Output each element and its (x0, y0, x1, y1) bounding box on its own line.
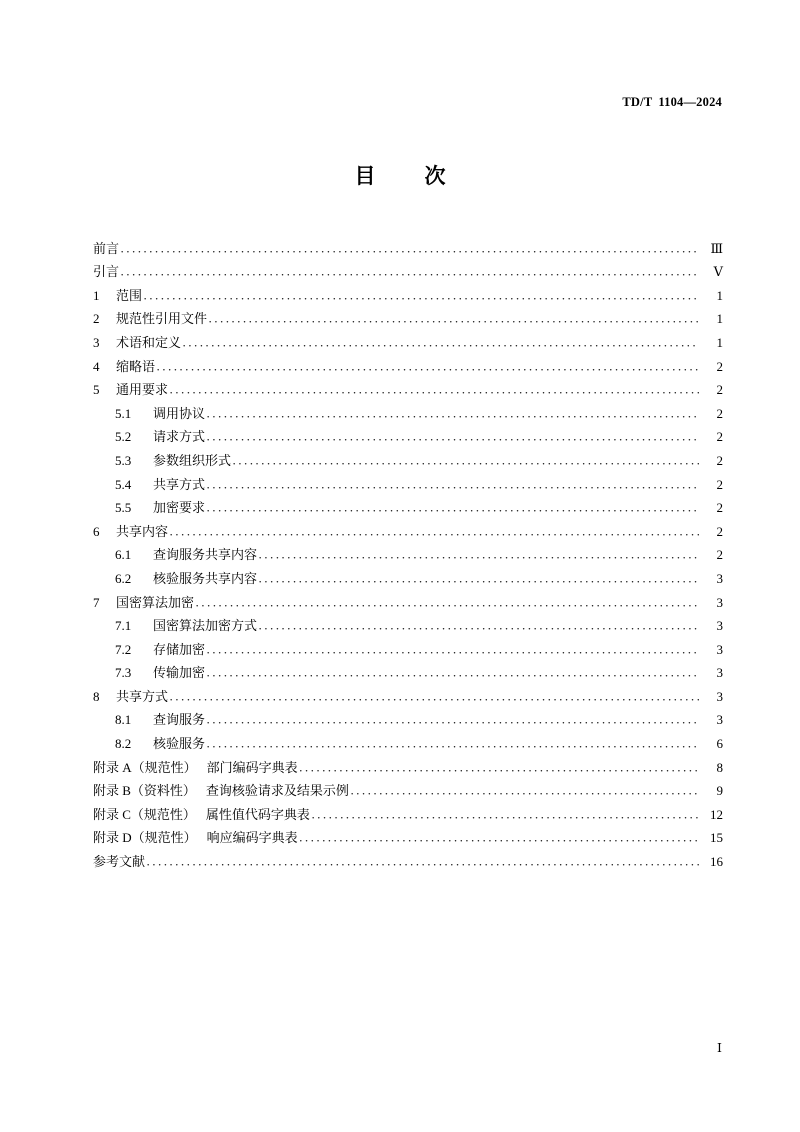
toc-entry[interactable] (93, 659, 723, 683)
toc-entry-text: 共享方式 (116, 688, 169, 704)
toc-entry-label (93, 358, 155, 376)
toc-entry-label (115, 428, 205, 446)
toc-entry-text: 前言 (93, 240, 120, 256)
table-of-contents (93, 234, 723, 871)
toc-entry-number: 5.2 (115, 429, 132, 445)
toc-entry-page-number: 8 (716, 759, 723, 775)
toc-entry-text: 通用要求 (116, 382, 169, 398)
toc-entry-number: 7 (93, 594, 100, 610)
toc-entry-text: 国密算法加密 (116, 594, 195, 610)
toc-entry-page-number: 9 (716, 783, 723, 799)
toc-entry-label (93, 287, 142, 305)
toc-dot-leader (195, 598, 699, 612)
toc-dot-leader (299, 833, 699, 847)
toc-entry-page-number: 16 (710, 854, 723, 870)
toc-entry-text: 存储加密 (153, 641, 206, 657)
toc-entry-label (115, 711, 205, 729)
toc-entry-number: 6.2 (115, 570, 132, 586)
toc-entry-number: 6 (93, 523, 100, 539)
toc-entry-text: 共享方式 (153, 476, 206, 492)
toc-entry-page-number: 2 (716, 523, 723, 539)
toc-entry-page-number: 3 (716, 688, 723, 704)
toc-entry[interactable] (93, 328, 723, 352)
toc-entry[interactable] (93, 494, 723, 518)
toc-entry-number: 6.1 (115, 547, 132, 563)
toc-entry-text: 核验服务共享内容 (153, 570, 258, 586)
toc-entry-page-number: Ⅲ (710, 240, 723, 256)
toc-entry-page-number: 2 (716, 429, 723, 445)
toc-entry-number: 3 (93, 334, 100, 350)
toc-entry[interactable] (93, 729, 723, 753)
toc-dot-leader (206, 645, 699, 659)
toc-entry[interactable] (93, 399, 723, 423)
toc-entry-label (115, 499, 205, 517)
toc-entry[interactable] (93, 258, 723, 282)
toc-entry-label (93, 594, 194, 612)
toc-entry[interactable] (93, 800, 723, 824)
toc-entry[interactable] (93, 541, 723, 565)
toc-dot-leader (206, 739, 699, 753)
toc-entry-number: 附录 D（规范性） (93, 830, 197, 846)
toc-entry-label (93, 263, 119, 281)
toc-entry[interactable] (93, 777, 723, 801)
toc-entry-number: 附录 A（规范性） (93, 759, 197, 775)
toc-dot-leader (120, 267, 699, 281)
toc-entry-number: 5.1 (115, 405, 132, 421)
toc-entry-text: 调用协议 (153, 405, 206, 421)
toc-dot-leader (206, 432, 699, 446)
toc-entry-label (93, 381, 168, 399)
toc-entry-text: 术语和定义 (116, 334, 182, 350)
toc-entry-page-number: 3 (716, 618, 723, 634)
toc-entry[interactable] (93, 281, 723, 305)
toc-entry-label (115, 476, 205, 494)
toc-entry-text: 传输加密 (153, 665, 206, 681)
toc-entry[interactable] (93, 234, 723, 258)
toc-entry-page-number: 2 (716, 405, 723, 421)
toc-entry-page-number: 2 (716, 358, 723, 374)
toc-dot-leader (206, 480, 699, 494)
toc-entry-label (115, 664, 205, 682)
toc-entry-label (115, 735, 205, 753)
toc-entry-label (93, 688, 168, 706)
toc-dot-leader (258, 574, 699, 588)
toc-entry-label (115, 546, 257, 564)
toc-entry-page-number: 2 (716, 452, 723, 468)
toc-dot-leader (169, 385, 699, 399)
toc-entry[interactable] (93, 564, 723, 588)
toc-entry[interactable] (93, 470, 723, 494)
toc-dot-leader (120, 244, 699, 258)
toc-entry-text: 属性值代码字典表 (205, 806, 310, 822)
toc-entry-text: 参数组织形式 (153, 452, 232, 468)
toc-entry-number: 8.2 (115, 736, 132, 752)
toc-dot-leader (258, 550, 699, 564)
toc-entry-page-number: 2 (716, 500, 723, 516)
toc-entry-number: 2 (93, 311, 100, 327)
toc-entry[interactable] (93, 352, 723, 376)
toc-entry-page-number: 1 (716, 287, 723, 303)
toc-entry-page-number: 3 (716, 665, 723, 681)
toc-entry-label (115, 570, 257, 588)
toc-entry-number: 4 (93, 358, 100, 374)
toc-entry[interactable] (93, 706, 723, 730)
toc-entry[interactable] (93, 753, 723, 777)
toc-dot-leader (208, 314, 699, 328)
toc-entry[interactable] (93, 847, 723, 871)
toc-entry-text: 查询服务共享内容 (153, 547, 258, 563)
toc-entry-page-number: 6 (716, 736, 723, 752)
toc-entry-label (93, 806, 310, 824)
toc-entry-page-number: 3 (716, 712, 723, 728)
toc-dot-leader (143, 291, 699, 305)
toc-entry-page-number: 12 (710, 806, 723, 822)
toc-entry[interactable] (93, 824, 723, 848)
toc-entry-page-number: 3 (716, 641, 723, 657)
toc-entry-text: 响应编码字典表 (206, 830, 298, 846)
toc-entry-page-number: 1 (716, 334, 723, 350)
toc-entry[interactable] (93, 305, 723, 329)
toc-entry-text: 共享内容 (116, 523, 169, 539)
standard-code: TD/T (622, 95, 653, 109)
toc-dot-leader (311, 810, 699, 824)
toc-entry[interactable] (93, 612, 723, 636)
toc-entry-text: 部门编码字典表 (206, 759, 298, 775)
toc-entry-label (115, 452, 231, 470)
toc-entry-page-number: 2 (716, 547, 723, 563)
toc-dot-leader (156, 362, 699, 376)
toc-entry-number: 1 (93, 287, 100, 303)
toc-entry-page-number: 3 (716, 594, 723, 610)
toc-entry-text: 国密算法加密方式 (153, 618, 258, 634)
toc-entry[interactable] (93, 376, 723, 400)
toc-entry-label (93, 829, 298, 847)
toc-dot-leader (206, 503, 699, 517)
toc-dot-leader (258, 621, 699, 635)
page-title: 目 次 (354, 163, 460, 188)
toc-entry-text: 加密要求 (153, 500, 206, 516)
toc-entry-label (93, 759, 298, 777)
toc-entry[interactable] (93, 423, 723, 447)
toc-entry-label (93, 782, 349, 800)
toc-dot-leader (206, 668, 699, 682)
toc-entry-label (93, 310, 207, 328)
toc-entry-label (115, 641, 205, 659)
toc-entry-number: 7.2 (115, 641, 132, 657)
toc-entry-number: 5.5 (115, 500, 132, 516)
toc-entry[interactable] (93, 517, 723, 541)
toc-entry[interactable] (93, 682, 723, 706)
toc-dot-leader (350, 786, 699, 800)
toc-entry-page-number: 2 (716, 382, 723, 398)
toc-dot-leader (206, 409, 699, 423)
toc-entry-number: 8 (93, 688, 100, 704)
toc-entry-text: 请求方式 (153, 429, 206, 445)
toc-dot-leader (232, 456, 699, 470)
toc-entry-page-number: 3 (716, 570, 723, 586)
toc-dot-leader (169, 692, 699, 706)
toc-entry-text: 缩略语 (116, 358, 156, 374)
toc-entry-page-number: 15 (710, 830, 723, 846)
toc-entry-number: 附录 C（规范性） (93, 806, 196, 822)
toc-dot-leader (146, 857, 699, 871)
toc-dot-leader (206, 715, 699, 729)
footer-page-number: Ⅰ (717, 1041, 722, 1055)
toc-entry-number: 5.3 (115, 452, 132, 468)
toc-entry-number: 7.3 (115, 665, 132, 681)
toc-entry[interactable] (93, 588, 723, 612)
running-header (78, 95, 722, 110)
toc-dot-leader (169, 527, 699, 541)
toc-entry-text: 核验服务 (153, 736, 206, 752)
toc-entry-text: 引言 (93, 264, 120, 280)
toc-entry-page-number: Ⅴ (713, 264, 723, 280)
toc-dot-leader (182, 338, 699, 352)
toc-entry-page-number: 1 (716, 311, 723, 327)
toc-entry-number: 8.1 (115, 712, 132, 728)
toc-entry-number: 7.1 (115, 618, 132, 634)
toc-entry-number: 5 (93, 382, 100, 398)
toc-entry-label (115, 405, 205, 423)
toc-entry[interactable] (93, 635, 723, 659)
toc-entry-text: 查询服务 (153, 712, 206, 728)
toc-entry-number: 5.4 (115, 476, 132, 492)
toc-entry-label (115, 617, 257, 635)
toc-entry-text: 规范性引用文件 (116, 311, 208, 327)
toc-dot-leader (299, 763, 699, 777)
toc-entry-number: 附录 B（资料性） (93, 783, 196, 799)
toc-entry-label (93, 523, 168, 541)
toc-entry[interactable] (93, 446, 723, 470)
toc-entry-text: 参考文献 (93, 854, 146, 870)
standard-number: 1104—2024 (658, 95, 722, 109)
toc-entry-label (93, 240, 119, 258)
toc-entry-text: 查询核验请求及结果示例 (205, 783, 349, 799)
toc-entry-text: 范围 (116, 287, 143, 303)
toc-entry-label (93, 853, 145, 871)
toc-entry-page-number: 2 (716, 476, 723, 492)
toc-entry-label (93, 334, 181, 352)
